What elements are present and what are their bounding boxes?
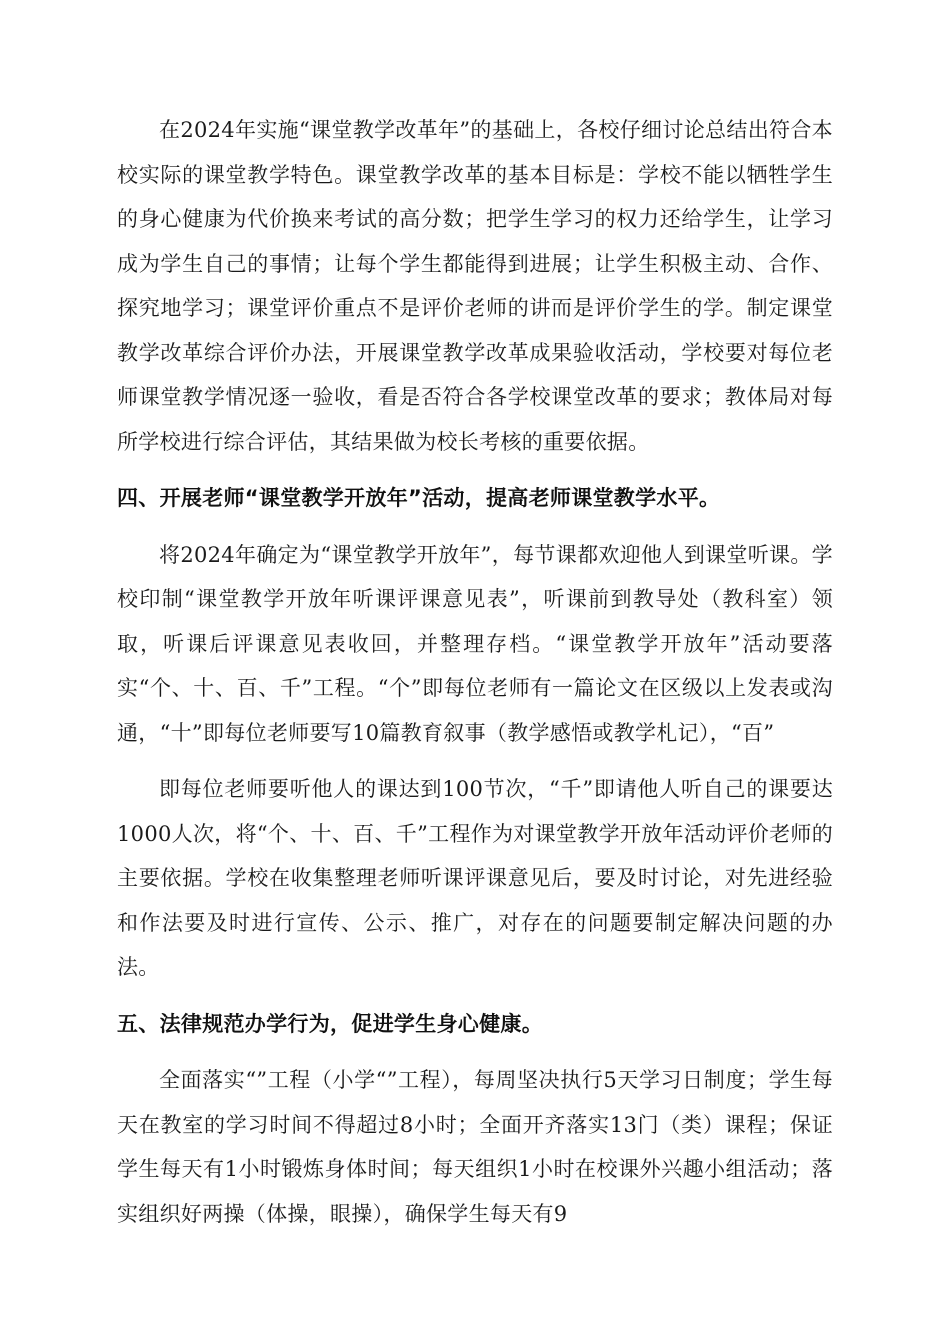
section-heading-five: 五、法律规范办学行为，促进学生身心健康。 [117, 1011, 543, 1036]
paragraph-observation: 即每位老师要听他人的课达到100节次，“千”即请他人听自己的课要达1000人次，将“个、十、百、千”工程作为对课堂教学开放年活动评价老师的主要依据。学校在收集整理老师听课评课意见后，要及时讨论，对先进经验和作法要及时进行宣传、公示、推广，对存在的问题要制定解决问题的办法。 [117, 777, 833, 979]
paragraph-course-reform: 在2024年实施“课堂教学改革年”的基础上，各校仔细讨论总结出符合本校实际的课堂教学特色。课堂教学改革的基本目标是：学校不能以牺牲学生的身心健康为代价换来考试的高分数；把学生学习的权力还给学生，让学习成为学生自己的事情；让每个学生都能得到进展；让学生积极主动、合作、探究地学习；课堂评价重点不是评价老师的讲而是评价学生的学。制定课堂教学改革综合评价办法，开展课堂教学改革成果验收活动，学校要对每位老师课堂教学情况逐一验收，看是否符合各学校课堂改革的要求；教体局对每所学校进行综合评估，其结果做为校长考核的重要依据。 [117, 118, 833, 454]
paragraph-open-year: 将2024年确定为“课堂教学开放年”，每节课都欢迎他人到课堂听课。学校印制“课堂教学开放年听课评课意见表”，听课前到教导处（教科室）领取，听课后评课意见表收回，并整理存档。“课堂教学开放年”活动要落实“个、十、百、千”工程。“个”即每位老师有一篇论文在区级以上发表或沟通，“十”即每位老师要写10篇教育叙事（教学感悟或教学札记），“百” [117, 542, 833, 745]
document-body [117, 108, 833, 1248]
section-heading-four: 四、开展老师“课堂教学开放年”活动，提高老师课堂教学水平。 [117, 486, 721, 510]
paragraph-student-health: 全面落实“”工程（小学“”工程），每周坚决执行5天学习日制度；学生每天在教室的学习时间不得超过8小时；全面开齐落实13门（类）课程；保证学生每天有1小时锻炼身体时间；每天组织1小时在校课外兴趣小组活动；落实组织好两操（体操，眼操），确保学生每天有9 [117, 1068, 833, 1226]
